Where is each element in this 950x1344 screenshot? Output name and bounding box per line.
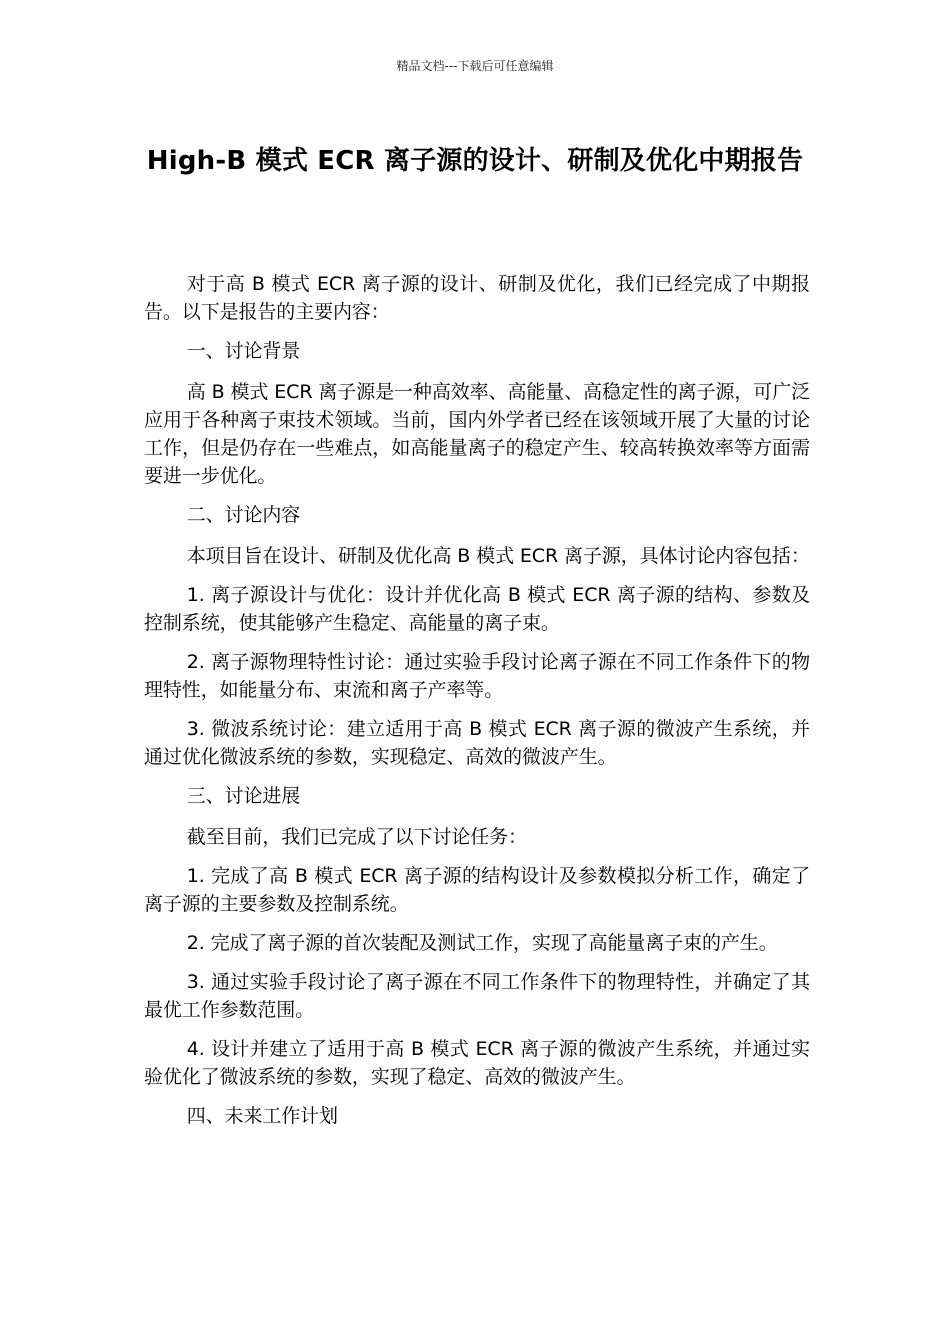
content-intro-paragraph: 本项目旨在设计、研制及优化高 B 模式 ECR 离子源，具体讨论内容包括： <box>186 545 810 567</box>
progress-item-4: 4. 设计并建立了适用于高 B 模式 ECR 离子源的微波产生系统，并通过实验优化了微波系统的参数，实现了稳定、高效的微波产生。 <box>144 1038 810 1088</box>
content-item-3: 3. 微波系统讨论：建立适用于高 B 模式 ECR 离子源的微波产生系统，并通过优化微波系统的参数，实现稳定、高效的微波产生。 <box>144 718 810 768</box>
background-paragraph: 高 B 模式 ECR 离子源是一种高效率、高能量、高稳定性的离子源，可广泛应用于各种离子束技术领域。当前，国内外学者已经在该领域开展了大量的讨论工作，但是仍存在一些难点，如高能量离子的稳定产生、较高转换效率等方面需要进一步优化。 <box>144 381 810 487</box>
progress-item-3: 3. 通过实验手段讨论了离子源在不同工作条件下的物理特性，并确定了其最优工作参数范围。 <box>144 971 810 1021</box>
section-heading-content: 二、讨论内容 <box>186 504 301 526</box>
progress-intro-paragraph: 截至目前，我们已完成了以下讨论任务： <box>186 826 527 848</box>
content-item-2: 2. 离子源物理特性讨论：通过实验手段讨论离子源在不同工作条件下的物理特性，如能量分布、束流和离子产率等。 <box>144 651 810 701</box>
intro-paragraph: 对于高 B 模式 ECR 离子源的设计、研制及优化，我们已经完成了中期报告。以下是报告的主要内容： <box>144 273 810 323</box>
content-item-1: 1. 离子源设计与优化：设计并优化高 B 模式 ECR 离子源的结构、参数及控制系统，使其能够产生稳定、高能量的离子束。 <box>144 584 810 634</box>
section-heading-background: 一、讨论背景 <box>186 340 301 362</box>
document-body <box>144 270 810 1143</box>
progress-item-1: 1. 完成了高 B 模式 ECR 离子源的结构设计及参数模拟分析工作，确定了离子源的主要参数及控制系统。 <box>144 865 810 915</box>
section-heading-future-plan: 四、未来工作计划 <box>186 1105 338 1127</box>
progress-item-2: 2. 完成了离子源的首次装配及测试工作，实现了高能量离子束的产生。 <box>186 932 778 954</box>
document-title: High-B 模式 ECR 离子源的设计、研制及优化中期报告 <box>146 146 804 176</box>
page-header: 精品文档---下载后可任意编辑 <box>396 59 554 73</box>
section-heading-progress: 三、讨论进展 <box>186 785 301 807</box>
